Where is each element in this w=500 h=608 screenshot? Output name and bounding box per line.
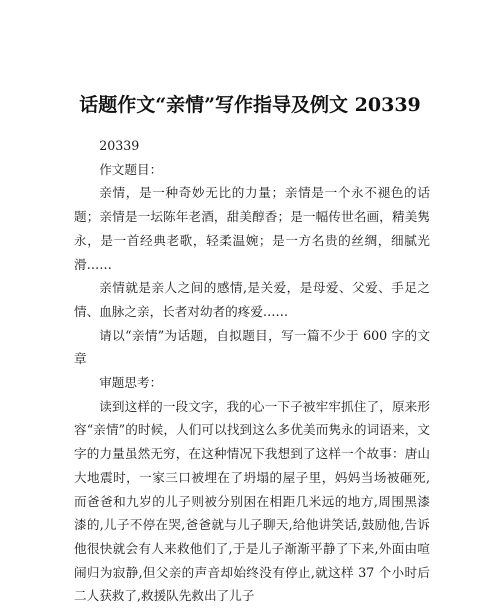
paragraph-analysis: 读到这样的一段文字，我的心一下子被牢牢抓住了，原来形容“亲情”的时候，人们可以找到这么多优美而隽永的词语来，文字的力量虽然无穷，在这种情况下我想到了这样一个故事：唐山大地震时，一家三口被埋在了坍塌的屋子里，妈妈当场被砸死,而爸爸和九岁的儿子则被分别困在相距几米远的地方,周围黑漆漆的,儿子不停在哭,爸爸就与儿子聊天,给他讲笑话,鼓励他,告诉他很快就会有人来救他们了,于是儿子渐渐平静了下来,外面由喧闹归为寂静,但父亲的声音却始终没有停止,就这样 37 个小时后二人获救了,救援队先救出了儿子 <box>74 398 430 604</box>
document-body <box>74 134 430 608</box>
paragraph-intro: 亲情，是一种奇妙无比的力量；亲情是一个永不褪色的话题；亲情是一坛陈年老酒，甜美醇香；是一幅传世名画，精美隽永，是一首经典老歌，轻柔温婉；是一方名贵的丝绸，细腻光滑…… <box>74 185 430 272</box>
paragraph-definition: 亲情就是亲人之间的感情,是关爱，是母爱、父爱、手足之情、血脉之亲，长者对幼者的疼爱…… <box>74 280 430 319</box>
paragraph-number: 20339 <box>99 138 140 153</box>
paragraph-topic-heading: 作文题目： <box>99 161 163 177</box>
paragraph-analysis-heading: 审题思考： <box>99 375 163 391</box>
paragraph-instruction: 请以“亲情”为话题，自拟题目，写一篇不少于 600 字的文章 <box>74 327 430 367</box>
document-title: 话题作文“亲情”写作指导及例文 20339 <box>79 94 421 116</box>
